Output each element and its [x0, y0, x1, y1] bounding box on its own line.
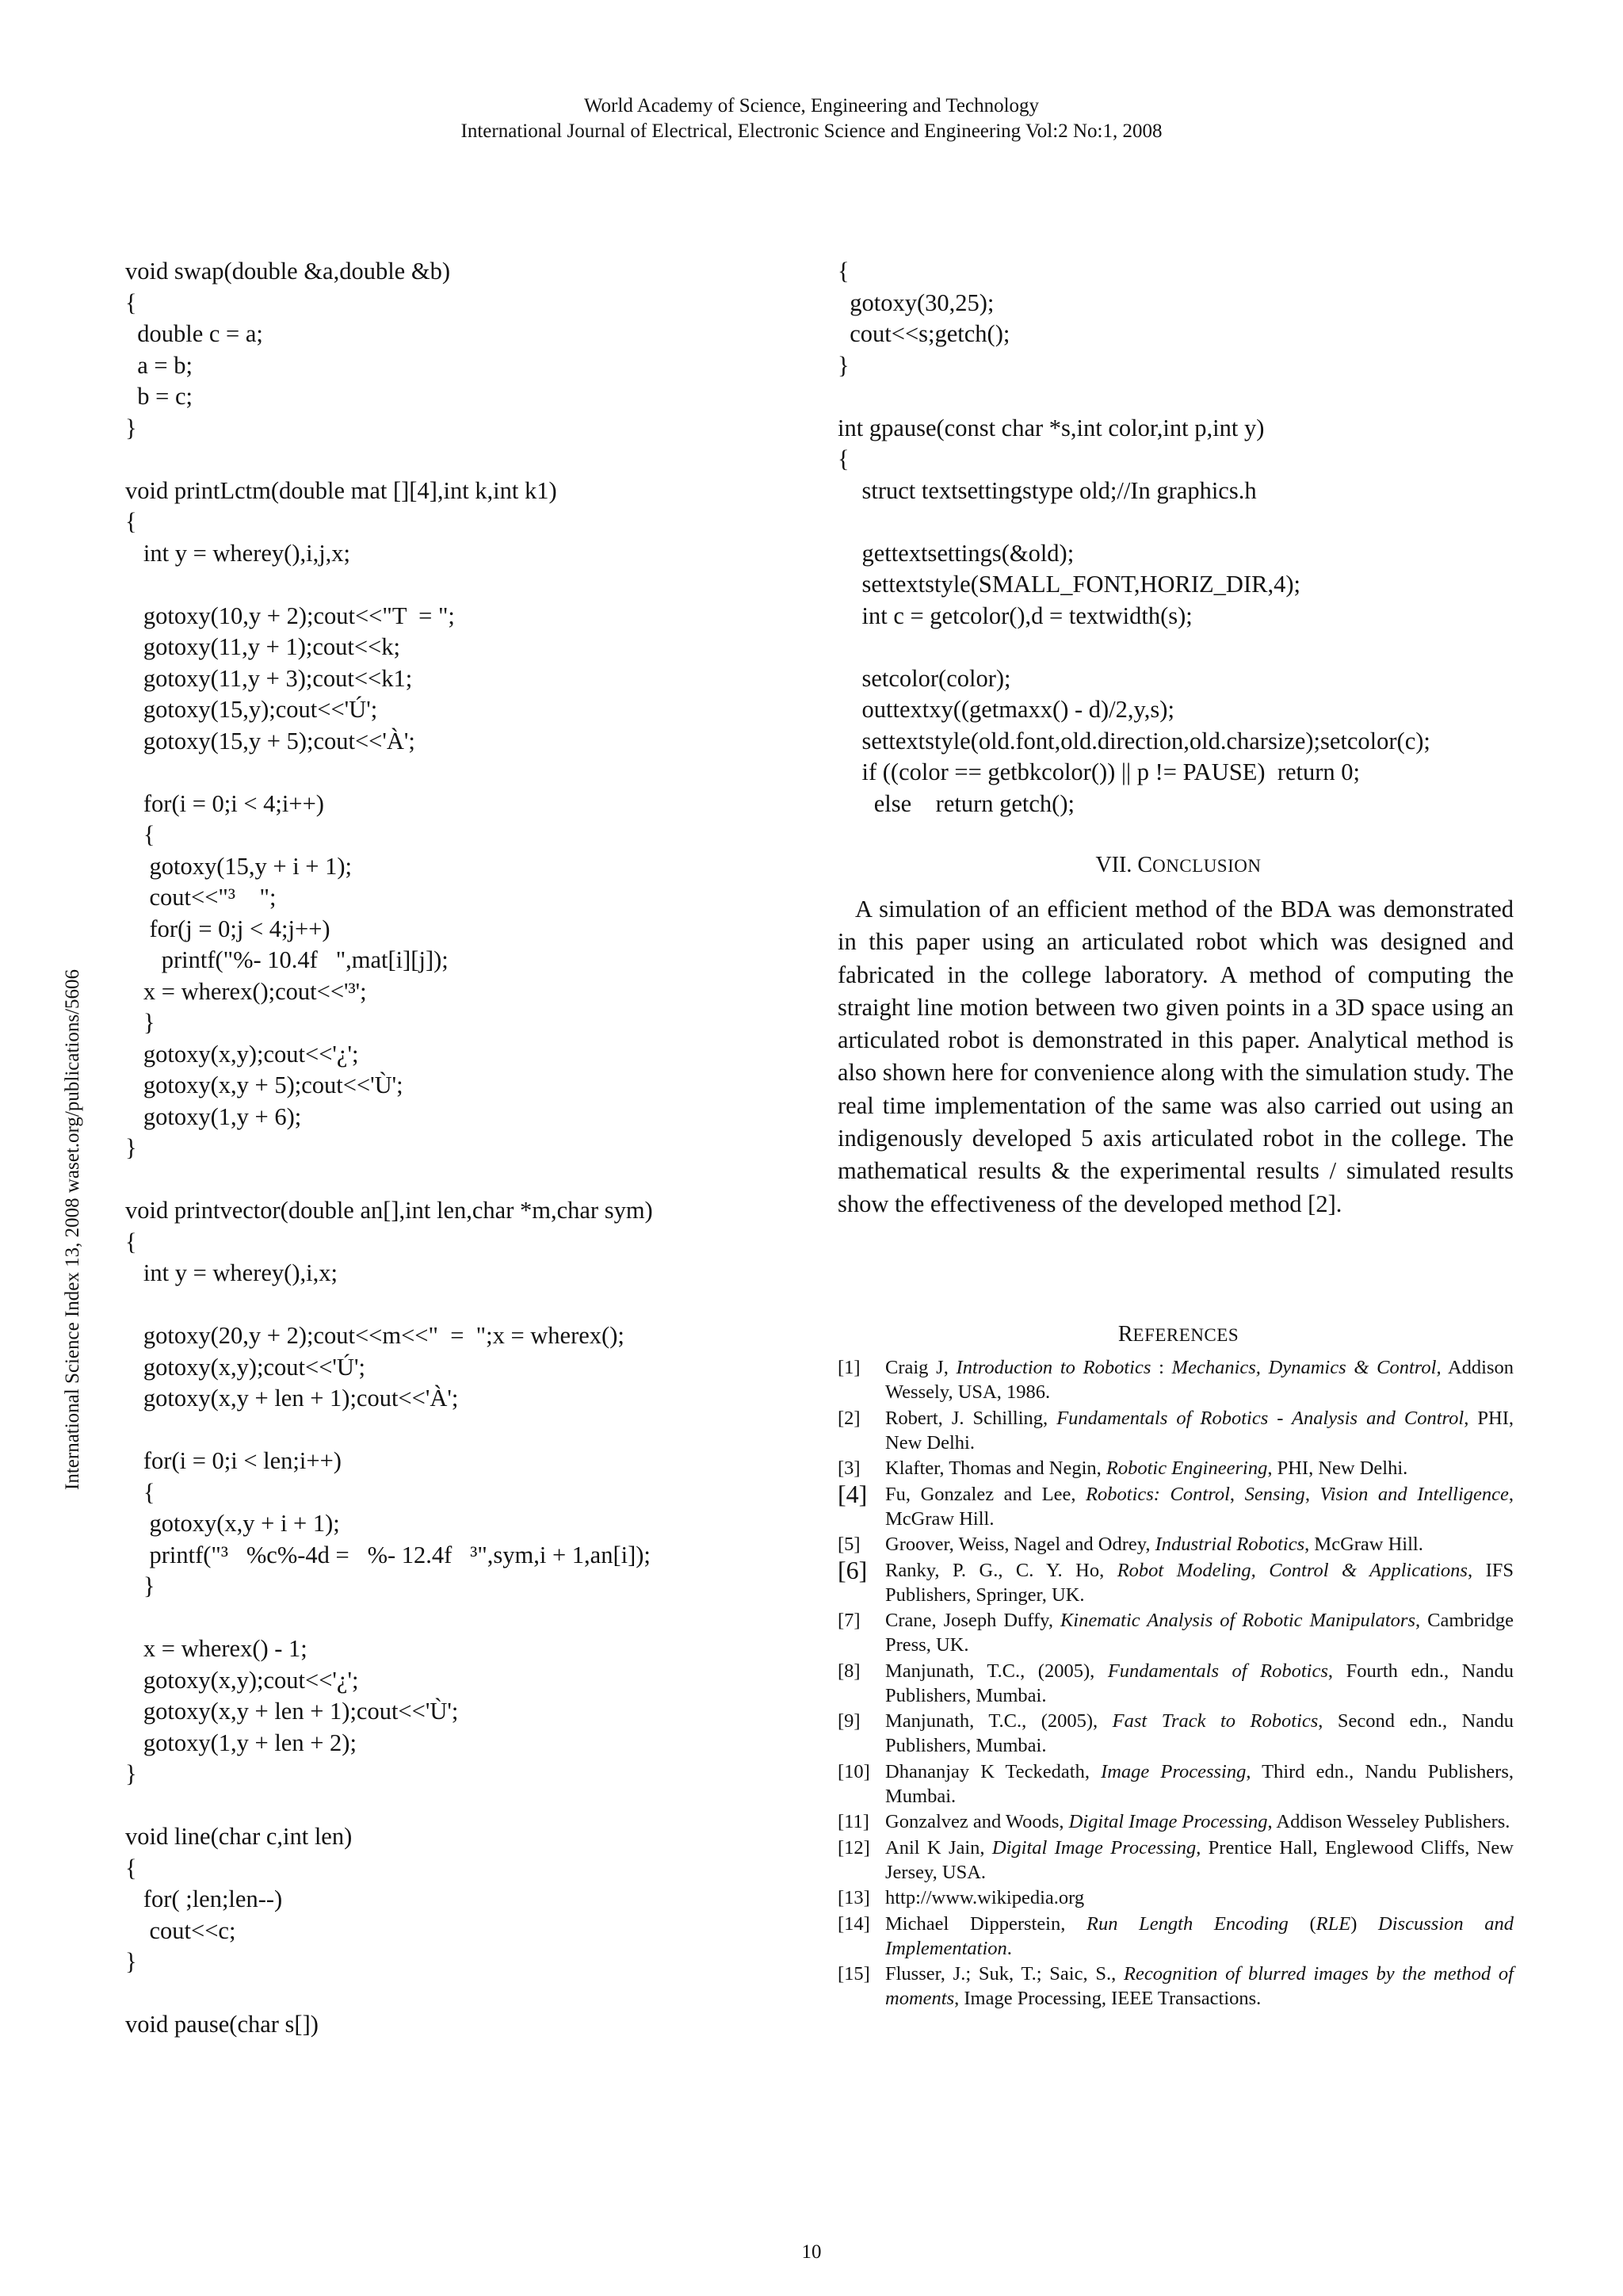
reference-text: Craig J, Introduction to Robotics : Mechanics, Dynamics & Control, Addison Wessely, USA, 1986.: [885, 1357, 1514, 1403]
right-code-line: {: [838, 445, 850, 472]
reference-number: [14]: [838, 1912, 870, 1935]
reference-item: [838, 1962, 1514, 2011]
reference-number: [3]: [838, 1457, 861, 1479]
reference-number: [12]: [838, 1836, 870, 1859]
reference-item: [838, 1759, 1514, 1809]
left-code-line: void pause(char s[]): [125, 2011, 319, 2038]
left-code-line: void line(char c,int len): [125, 1823, 353, 1850]
reference-item: [838, 1456, 1514, 1480]
conclusion-paragraph: A simulation of an efficient method of the BDA was demonstrated in this paper using an articulated robot which was designed and fabricated in the college laboratory. A method of computing the straight line motion between two given points in a 3D space using an articulated robot is demonstrated in this paper. Analytical method is also shown here for convenience along with the simulation study. The real time implementation of the same was also carried out using an indigenously developed 5 axis articulated robot in the college. The mathematical results & the experimental results / simulated results show the effectiveness of the developed method [2].: [838, 896, 1514, 1217]
left-code-line: gotoxy(x,y + len + 1);cout<<'Ù';: [125, 1698, 459, 1725]
reference-text: Manjunath, T.C., (2005), Fast Track to Robotics, Second edn., Nandu Publishers, Mumbai.: [885, 1710, 1514, 1756]
right-code-line: [838, 632, 1519, 663]
reference-item: [838, 1555, 1514, 1607]
reference-item: [838, 1809, 1514, 1834]
left-code-line: gotoxy(15,y + i + 1);: [125, 852, 353, 880]
left-code-line: [125, 1603, 807, 1634]
reference-text: Dhananjay K Teckedath, Image Processing, Third edn., Nandu Publishers, Mumbai.: [885, 1760, 1514, 1807]
references-heading: [838, 1320, 1519, 1350]
reference-text: Robert, J. Schilling, Fundamentals of Robotics - Analysis and Control, PHI, New Delhi.: [885, 1407, 1514, 1454]
journal-header: [0, 94, 1623, 144]
conclusion-heading: [838, 851, 1519, 881]
left-code-line: {: [125, 288, 137, 316]
right-code-line: else return getch();: [838, 789, 1075, 817]
left-code-line: gotoxy(x,y);cout<<'¿';: [125, 1040, 359, 1068]
left-code-line: {: [125, 1478, 155, 1506]
section-number: VII.: [1095, 853, 1132, 877]
left-code-line: [125, 444, 807, 476]
right-code-line: struct textsettingstype old;//In graphics.h: [838, 476, 1257, 504]
reference-number: [13]: [838, 1887, 870, 1908]
reference-text: Anil K Jain, Digital Image Processing, Prentice Hall, Englewood Cliffs, New Jersey, USA.: [885, 1836, 1514, 1883]
left-code-line: gotoxy(15,y);cout<<'Ú';: [125, 696, 378, 723]
right-code-line: int c = getcolor(),d = textwidth(s);: [838, 602, 1193, 629]
right-code-line: gotoxy(30,25);: [838, 288, 995, 316]
left-code-line: [125, 1164, 807, 1196]
left-code-line: gotoxy(20,y + 2);cout<<m<<" = ";x = wherex();: [125, 1322, 624, 1349]
section-title-initial: C: [1137, 853, 1153, 877]
left-code-line: [125, 1978, 807, 2010]
reference-item: [838, 1608, 1514, 1657]
left-code-line: }: [125, 414, 137, 441]
left-code-line: }: [125, 1948, 137, 1975]
right-code-line: {: [838, 258, 850, 285]
left-code-line: {: [125, 821, 155, 848]
reference-item: [838, 1709, 1514, 1758]
reference-list: [838, 1355, 1514, 2012]
left-code-line: [125, 569, 807, 601]
reference-item: [838, 1355, 1514, 1404]
left-code-line: {: [125, 1228, 137, 1255]
right-code-line: gettextsettings(&old);: [838, 539, 1075, 567]
left-code-line: }: [125, 1134, 137, 1161]
left-code-line: gotoxy(1,y + 6);: [125, 1102, 302, 1130]
reference-number: [5]: [838, 1534, 861, 1555]
reference-number: [9]: [838, 1710, 861, 1732]
reference-text: Michael Dipperstein, Run Length Encoding (RLE) Discussion and Implementation.: [885, 1912, 1514, 1959]
reference-text: Flusser, J.; Suk, T.; Saic, S., Recognition of blurred images by the method of moments, Image Processing, IEEE Transactions.: [885, 1963, 1514, 2009]
left-code-line: x = wherex() - 1;: [125, 1635, 307, 1662]
reference-text: Groover, Weiss, Nagel and Odrey, Industrial Robotics, McGraw Hill.: [885, 1534, 1423, 1555]
right-code-line: if ((color == getbkcolor()) || p != PAUSE) return 0;: [838, 758, 1360, 785]
right-code-line: int gpause(const char *s,int color,int p,int y): [838, 414, 1265, 441]
reference-number: [10]: [838, 1760, 870, 1782]
left-code-line: [125, 757, 807, 789]
right-code-line: [838, 381, 1519, 413]
left-code-line: gotoxy(1,y + len + 2);: [125, 1729, 357, 1756]
right-code-line: }: [838, 351, 850, 379]
reference-number: [6]: [838, 1555, 868, 1584]
left-code-line: b = c;: [125, 383, 193, 410]
left-code-line: gotoxy(x,y + len + 1);cout<<'À';: [125, 1385, 459, 1412]
references-title-rest: EFERENCES: [1132, 1325, 1239, 1345]
reference-text: Fu, Gonzalez and Lee, Robotics: Control, Sensing, Vision and Intelligence, McGraw Hill.: [885, 1483, 1514, 1530]
left-code-line: [125, 1790, 807, 1822]
left-code-line: [125, 1415, 807, 1446]
left-code-line: cout<<"³ ";: [125, 884, 277, 911]
left-code-line: a = b;: [125, 351, 193, 379]
right-code-line: [838, 506, 1519, 538]
reference-number: [2]: [838, 1407, 861, 1429]
reference-item: [838, 1406, 1514, 1455]
reference-item: [838, 1532, 1514, 1557]
left-code-line: }: [125, 1572, 155, 1599]
left-code-line: gotoxy(11,y + 1);cout<<k;: [125, 633, 400, 660]
left-code-line: for(i = 0;i < len;i++): [125, 1447, 342, 1474]
left-code-line: gotoxy(x,y + i + 1);: [125, 1510, 340, 1537]
left-code-line: x = wherex();cout<<'³';: [125, 977, 367, 1005]
left-code-block: [125, 256, 807, 2041]
left-code-line: void swap(double &a,double &b): [125, 258, 450, 285]
right-code-line: settextstyle(old.font,old.direction,old.charsize);setcolor(c);: [838, 727, 1430, 755]
reference-number: [8]: [838, 1660, 861, 1682]
reference-text: http://www.wikipedia.org: [885, 1887, 1085, 1908]
reference-number: [11]: [838, 1811, 869, 1832]
reference-text: Klafter, Thomas and Negin, Robotic Engineering, PHI, New Delhi.: [885, 1457, 1408, 1479]
left-code-line: double c = a;: [125, 320, 263, 347]
left-code-line: {: [125, 508, 137, 535]
section-title-rest: ONCLUSION: [1152, 856, 1262, 876]
reference-item: [838, 1912, 1514, 1961]
reference-item: [838, 1885, 1514, 1910]
header-line-1: World Academy of Science, Engineering and Technology: [583, 95, 1040, 117]
left-code-line: void printLctm(double mat [][4],int k,int k1): [125, 476, 557, 504]
left-code-line: for(i = 0;i < 4;i++): [125, 789, 324, 817]
left-code-line: int y = wherey(),i,x;: [125, 1259, 338, 1286]
reference-item: [838, 1479, 1514, 1531]
left-code-line: void printvector(double an[],int len,char *m,char sym): [125, 1197, 653, 1224]
left-code-line: gotoxy(15,y + 5);cout<<'À';: [125, 727, 415, 755]
left-code-line: gotoxy(x,y);cout<<'¿';: [125, 1666, 359, 1694]
references-title-initial: R: [1117, 1322, 1133, 1347]
left-code-line: }: [125, 1009, 155, 1036]
reference-item: [838, 1659, 1514, 1708]
left-code-line: [125, 1289, 807, 1321]
reference-text: Ranky, P. G., C. Y. Ho, Robot Modeling, Control & Applications, IFS Publishers, Springer, UK.: [885, 1559, 1514, 1606]
reference-number: [15]: [838, 1963, 870, 1985]
left-code-line: gotoxy(11,y + 3);cout<<k1;: [125, 664, 413, 692]
left-code-line: printf("³ %c%-4d = %- 12.4f ³",sym,i + 1,an[i]);: [125, 1541, 651, 1568]
right-code-line: outtextxy((getmaxx() - d)/2,y,s);: [838, 696, 1174, 723]
reference-number: [7]: [838, 1610, 861, 1631]
left-code-line: gotoxy(x,y + 5);cout<<'Ù';: [125, 1072, 403, 1098]
left-code-line: gotoxy(x,y);cout<<'Ú';: [125, 1353, 365, 1381]
left-code-line: }: [125, 1760, 137, 1787]
right-code-line: settextstyle(SMALL_FONT,HORIZ_DIR,4);: [838, 571, 1300, 598]
page-number: 10: [801, 2241, 822, 2263]
left-code-line: for( ;len;len--): [125, 1885, 283, 1912]
reference-number: [4]: [838, 1479, 868, 1508]
left-code-line: cout<<c;: [125, 1916, 236, 1944]
reference-text: Crane, Joseph Duffy, Kinematic Analysis of Robotic Manipulators, Cambridge Press, UK.: [885, 1610, 1514, 1656]
side-citation: International Science Index 13, 2008 waset.org/publications/5606: [62, 968, 83, 1490]
reference-text: Gonzalvez and Woods, Digital Image Processing, Addison Wesseley Publishers.: [885, 1811, 1510, 1832]
reference-text: Manjunath, T.C., (2005), Fundamentals of Robotics, Fourth edn., Nandu Publishers, Mumbai.: [885, 1660, 1514, 1706]
left-code-line: {: [125, 1854, 137, 1881]
header-line-2: International Journal of Electrical, Electronic Science and Engineering Vol:2 No:1, 2008: [460, 120, 1163, 142]
right-code-line: setcolor(color);: [838, 664, 1011, 692]
reference-number: [1]: [838, 1357, 861, 1378]
left-code-line: for(j = 0;j < 4;j++): [125, 915, 330, 942]
left-code-line: printf("%- 10.4f ",mat[i][j]);: [125, 946, 449, 973]
left-code-line: gotoxy(10,y + 2);cout<<"T = ";: [125, 602, 455, 629]
left-code-line: int y = wherey(),i,j,x;: [125, 539, 351, 567]
right-code-line: cout<<s;getch();: [838, 320, 1010, 347]
reference-item: [838, 1836, 1514, 1885]
right-code-block: [838, 256, 1519, 819]
